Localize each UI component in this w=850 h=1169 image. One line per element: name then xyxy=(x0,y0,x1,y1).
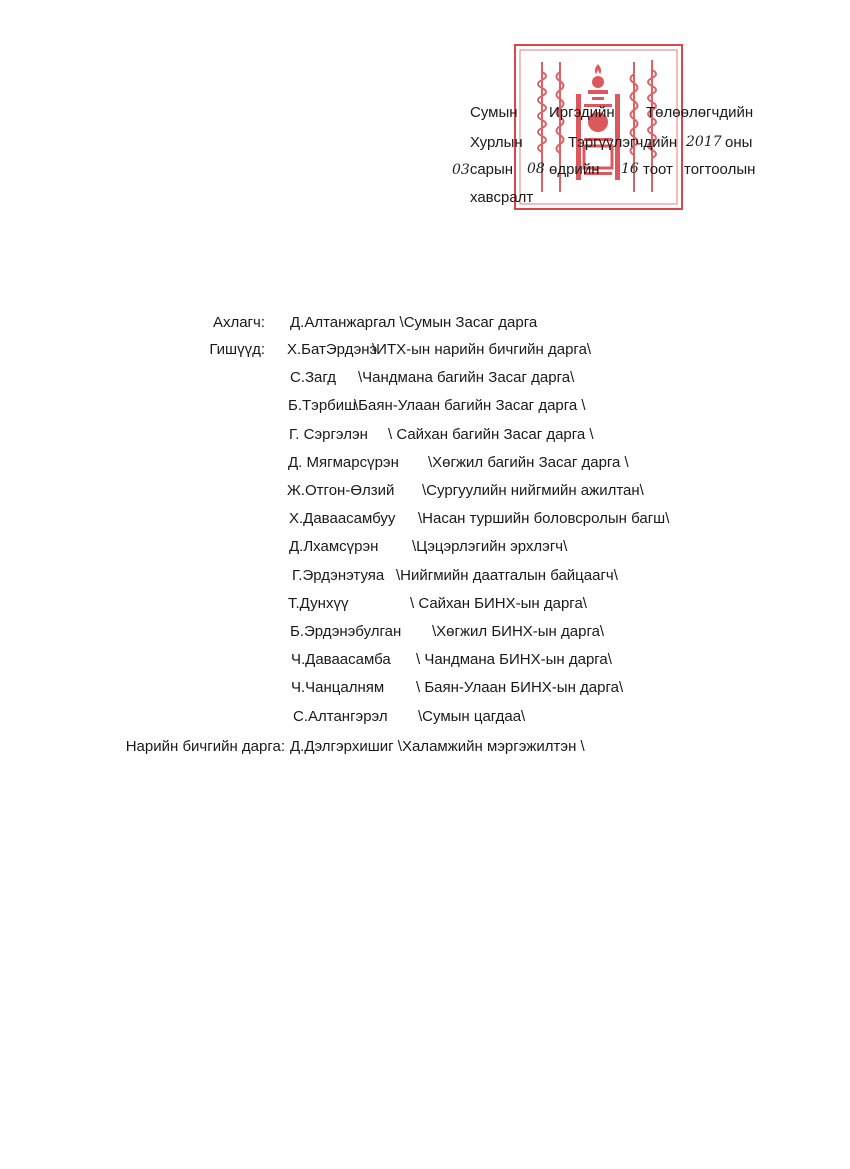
header-word: Сумын xyxy=(470,104,518,121)
handwritten-month: 03 xyxy=(452,162,470,178)
header-word: Төлөөлөгчдийн xyxy=(646,104,754,121)
header-word: тоот xyxy=(643,161,673,178)
header-word: өдрийн xyxy=(549,161,600,178)
member-name: Б.Тэрбиш xyxy=(288,397,357,414)
header-word: Тэргүүлэгчдийн xyxy=(568,134,678,151)
member-name: Х.БатЭрдэнэ xyxy=(287,341,378,358)
secretary-label: Нарийн бичгийн дарга: xyxy=(125,738,285,755)
chair-entry xyxy=(290,314,537,331)
header-line-4: хавсралт xyxy=(470,189,534,206)
handwritten-number: 16 xyxy=(621,161,639,177)
member-role: \ИТХ-ын нарийн бичгийн дарга\ xyxy=(372,341,592,358)
member-role: \ Сайхан багийн Засаг дарга \ xyxy=(388,426,594,443)
member-role: \Чандмана багийн Засаг дарга\ xyxy=(358,369,575,386)
member-name: Ч.Даваасамба xyxy=(291,651,391,668)
chair-role: \Сумын Засаг дарга xyxy=(399,314,538,331)
header-line-2 xyxy=(470,134,753,151)
member-name: С.Алтангэрэл xyxy=(293,708,388,725)
header-word: тогтоолын xyxy=(684,161,756,178)
header-word: Хурлын xyxy=(470,134,523,151)
member-name: Ч.Чанцалням xyxy=(291,679,385,696)
official-stamp xyxy=(512,42,685,212)
secretary-role: \Халамжийн мэргэжилтэн \ xyxy=(397,738,585,755)
header-word: Иргэдийн xyxy=(549,104,615,121)
secretary-entry xyxy=(290,738,585,755)
member-role: \ Чандмана БИНХ-ын дарга\ xyxy=(416,651,612,668)
member-name: Г. Сэргэлэн xyxy=(289,426,368,443)
handwritten-year: 2017 xyxy=(686,134,722,150)
member-name: Д.Лхамсүрэн xyxy=(289,538,379,555)
member-role: \Хөгжил БИНХ-ын дарга\ xyxy=(432,623,605,640)
member-name: Т.Дунхүү xyxy=(288,595,349,612)
chair-name: Д.Алтанжаргал xyxy=(290,314,396,331)
members-label: Гишүүд: xyxy=(209,341,265,358)
member-role: \Хөгжил багийн Засаг дарга \ xyxy=(428,454,629,471)
handwritten-day: 08 xyxy=(527,161,545,177)
member-role: \Сургуулийн нийгмийн ажилтан\ xyxy=(422,482,644,499)
member-role: \Сумын цагдаа\ xyxy=(418,708,526,725)
member-name: Х.Даваасамбуу xyxy=(289,510,396,527)
header-line-1 xyxy=(470,104,754,121)
member-name: Г.Эрдэнэтуяа xyxy=(292,567,385,584)
member-name: Б.Эрдэнэбулган xyxy=(290,623,402,640)
member-name: Ж.Отгон-Өлзий xyxy=(287,482,395,499)
member-role: \ Сайхан БИНХ-ын дарга\ xyxy=(410,595,587,612)
member-role: \Цэцэрлэгийн эрхлэгч\ xyxy=(412,538,568,555)
secretary-name: Д.Дэлгэрхишиг xyxy=(290,738,394,755)
member-role: \ Баян-Улаан БИНХ-ын дарга\ xyxy=(416,679,624,696)
header-word: сарын xyxy=(469,161,514,178)
member-role: \Баян-Улаан багийн Засаг дарга \ xyxy=(354,397,586,414)
header-word: оны xyxy=(725,134,753,151)
member-name: Д. Мягмарсүрэн xyxy=(288,454,399,471)
chair-label: Ахлагч: xyxy=(212,314,265,331)
member-name: С.Загд xyxy=(290,369,336,386)
header-line-3 xyxy=(452,161,756,178)
member-role: \Нийгмийн даатгалын байцаагч\ xyxy=(396,567,618,584)
member-role: \Насан туршийн боловсролын багш\ xyxy=(418,510,670,527)
